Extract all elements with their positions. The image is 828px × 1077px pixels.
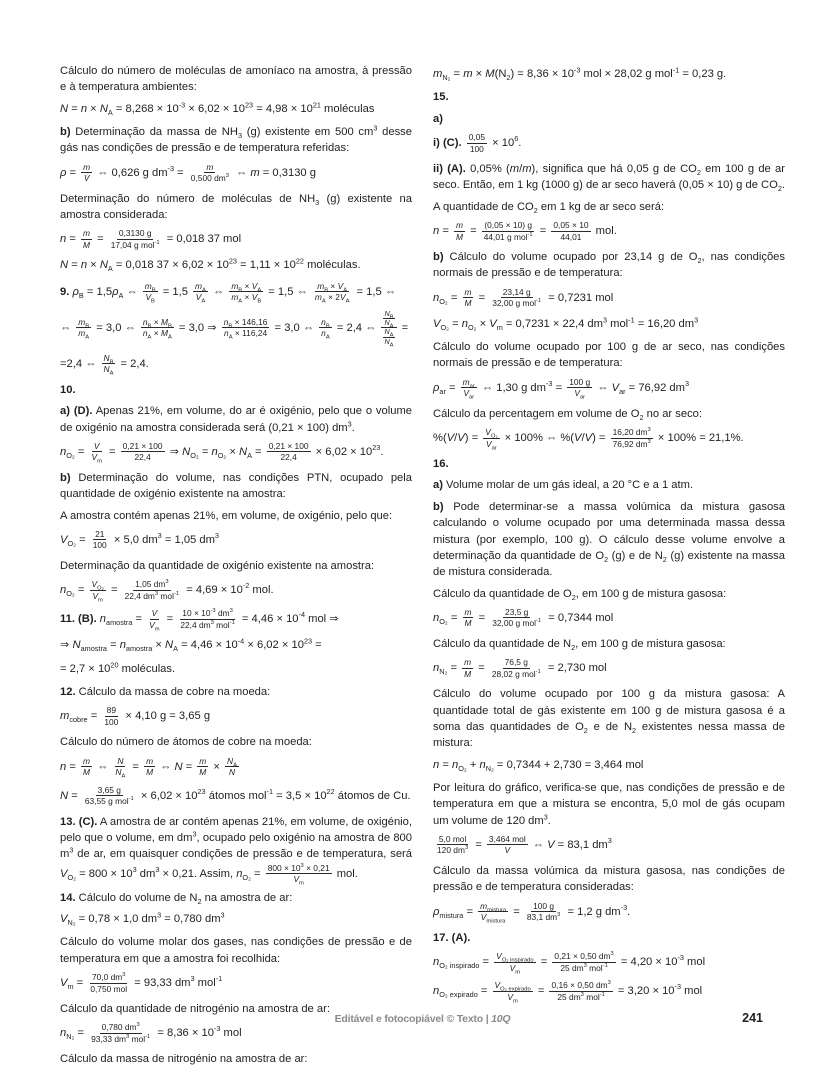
paragraph: Cálculo da quantidade de nitrogénio na amostra de ar: xyxy=(60,1003,330,1016)
paragraph: a) xyxy=(433,112,443,125)
formula-line: $V_{O_2}$ = $\frac{21}{100}$ × 5,0 $dm^3 = 1,05$ $dm^3$ xyxy=(60,528,219,551)
footer-credit-text: Editável e fotocopiável © Texto | xyxy=(334,1013,492,1025)
paragraph: Cálculo do número de moléculas de amoníaco na amostra, à pressão e à temperatura ambientes: xyxy=(60,65,412,94)
paragraph: Por leitura do gráfico, verifica-se que, nas condições de pressão e de temperatura em que a mistura se encontra, 5,0 mol de gás ocupam um volume de 120 $dm^3$. xyxy=(433,781,785,827)
formula-line: $n_{N_2}$ = 0,780 $dm^3$ 93,33 $dm^3$ mol$^{-1}$ = $8,36 \times 10^{-3}$ mol xyxy=(60,1022,242,1044)
formula-line: n = $\frac{m}{M}$ ⇔ $\frac{N}{N_A}$ = $\frac{m}{M}$ ⇔ N = $\frac{m}{M}$ × $\frac{N_A}{N}$ xyxy=(60,755,237,780)
paragraph: 17. (A). xyxy=(433,931,471,944)
formula-line: $N = n \times N_A = 0,018$ $37 \times 6,02 \times 10^{23} = 1,11 \times 10^{22}$ moléculas. xyxy=(60,256,361,274)
formula-line: %(V/V) = $V_{O_2}$ $V_{ar}$ × 100% ⇔ %(V/V) = $\frac{16,20 dm^3}{76,92 dm^3}$ × 100% = 21,1%. xyxy=(433,427,744,452)
paragraph: ii) (A). 0,05% (m/m), significa que há 0,05 g de $CO_2$ em 100 g de ar seco. Então, em 1 kg (1000 g) de ar seco haverá (0,05 × 10) g de $CO_2$. xyxy=(433,163,786,194)
formula-line: $n_{O_2}$ = $\frac{m}{M}$ = 23,14 g 32,00 g mol$^{-1}$ = 0,7231 mol xyxy=(433,286,614,309)
paragraph: a) Volume molar de um gás ideal, a 20 °C e a 1 atm. xyxy=(433,479,694,492)
formula-line: $n_{O_2}$ = $\frac{V_{O_2}}{V_m}$ = 1,05 $dm^3$ 22,4 $dm^3$ mol$^{-1}$ = $4,69 \times 10^{-2}$ mol. xyxy=(60,579,274,604)
paragraph: b) Determinação do volume, nas condições PTN, ocupado pela quantidade de oxigénio existente na amostra: xyxy=(60,471,412,501)
paragraph: b) Determinação da massa de $NH_3$ (g) existente em 500 $cm^3$ desse gás nas condições de pressão e de temperatura referidas: xyxy=(60,123,412,155)
paragraph: 15. xyxy=(433,91,449,104)
formula-line: $n_{O_2 inspirado}$ = $V_{O_2 inspirado}$ $V_m$ = 0,21 × 0,50 $dm^3$ 25 $dm^3$ mol$^{-1}$ = $4,20 \times 10^{-3}$ mol xyxy=(433,951,706,976)
paragraph: Cálculo da percentagem em volume de $O_2$ no ar seco: xyxy=(433,407,702,423)
paragraph: Cálculo da massa volúmica da mistura gasosa, nas condições de pressão e de temperatura consideradas: xyxy=(433,864,785,894)
page-number: 241 xyxy=(742,1011,763,1025)
formula-line: $n_{O_2}$ = $\frac{V}{V_m}$ = $\frac{0,21 \times 100}{22,4}$ ⇒ $N_{O_2} = n_{O_2} \times N_A$ = $\frac{0,21 \times 100}{22,4}$ × $6,02 \times 10^{23}$. xyxy=(60,440,384,466)
paragraph: Cálculo do volume molar dos gases, nas condições de pressão e de temperatura em que a amostra foi recolhida: xyxy=(60,936,412,965)
formula-line: $V_m$ = 70,0 $dm^3$ 0,750 mol = 93,33 $dm^3$ mol$^{-1}$ xyxy=(60,972,223,994)
formula-line: n = $\frac{m}{M}$ = 0,3130 g 17,04 g mol$^{-1}$ = 0,018 37 mol xyxy=(60,228,242,250)
formula-line: 9. $\rho_B = 1,5\rho_A$ ⇔ $\frac{m_B}{V_B}$ = 1,5 $\frac{m_A}{V_A}$ ⇔ $\frac{m_B \times V_A}{m_A \times V_B}$ = 1,5 ⇔ $\frac{m_B \times V_A}{m_A \times 2V_A}$ = 1,5 ⇔ xyxy=(60,280,397,305)
formula-line: ⇔ $\frac{m_B}{m_A}$ = 3,0 ⇔ $\frac{n_B \times M_B}{n_A \times M_A}$ = 3,0 ⇒ $\frac{n_B \times 146,16}{n_A \times 116,24}$ = 3,0 ⇔ $\frac{n_B}{n_A}$ = 2,4 ⇔ $\frac{N_B}{N_A}$ $\frac{N_A}{N_A}$ = xyxy=(60,308,409,349)
paragraph: A amostra contém apenas 21%, em volume, de oxigénio, pelo que: xyxy=(60,509,393,522)
formula-line: 11. (B). $n_{amostra}$ = $\frac{V}{V_m}$ = $10 \times 10^{-3}$ $dm^3$ 22,4 $dm^3$ mol$^{-1}$ = $4,46 \times 10^{-4}$ mol ⇒ xyxy=(60,608,339,633)
formula-line: $n = n_{O_2} + n_{N_2} = 0,7344 + 2,730 = 3,464$ mol xyxy=(433,758,644,773)
paragraph: b) Pode determinar-se a massa volúmica da mistura gasosa calculando o volume ocupado por uma determinada massa dessa mistura (por exemplo, 100 g). O cálculo desse volume envolve a determinação da quantidade de $O_2$ (g) e de $N_2$ (g) existente na massa de mistura considerada. xyxy=(433,500,785,579)
footer-edition: 10Q xyxy=(491,1013,511,1025)
paragraph: 13. (C). A amostra de ar contém apenas 21%, em volume, de oxigénio, pelo que o volume, em $dm^3$, ocupado pelo oxigénio na amostra de 800 $m^3$ de ar, em quaisquer condições de pressão e de temperatura, será $V_{O_2} = 800 \times 10^3$ $dm^3 \times 0,21$. Assim, $n_{O_2}$ = $\frac{800 \times 10^3 \times 0,21}{V_m}$ mol. xyxy=(60,815,412,887)
paragraph: Cálculo do volume ocupado por 100 g de ar seco, nas condições normais de pressão e de temperatura: xyxy=(433,341,785,370)
paragraph: 10. xyxy=(60,383,76,396)
paragraph: Cálculo do volume ocupado por 100 g da mistura gasosa: A quantidade total de gás existente em 100 g de mistura gasosa é a soma das quantidades de $O_2$ e de $N_2$ existentes nessa massa de mistura: xyxy=(433,688,785,750)
formula-line: $m_{N_2} = m \times M(N_2) = 8,36 \times 10^{-3}$ mol × 28,02 g mol$^{-1}$ = 0,23 g. xyxy=(433,65,727,83)
formula-line: $\rho_{mistura}$ = $m_{mistura}$ $V_{mistura}$ = $\frac{100 g}{83,1 dm^3}$ = 1,2 g $dm^{-3}$. xyxy=(433,900,631,925)
formula-line: $V_{N_2} = 0,78 \times 1,0$ $dm^3 = 0,780$ $dm^3$ xyxy=(60,910,225,928)
formula-line: $\rho_{ar}$ = $m_{ar}$ $V_{ar}$ ⇔ 1,30 g $dm^{-3}$ = 100 g $V_{ar}$ ⇔ $V_{ar} = 76,92$ $dm^3$ xyxy=(433,376,690,401)
formula-line: $N = n \times N_A = 8,268 \times 10^{-3} \times 6,02 \times 10^{23} = 4,98 \times 10^{21}$ moléculas xyxy=(60,99,375,117)
paragraph: Cálculo do número de átomos de cobre na moeda: xyxy=(60,736,312,749)
formula-line: = $2,7 \times 10^{20}$ moléculas. xyxy=(60,659,176,675)
paragraph: Determinação do número de moléculas de $NH_3$ (g) existente na amostra considerada: xyxy=(60,192,412,222)
formula-line: $n_{O_2}$ = $\frac{m}{M}$ = 23,5 g 32,00 g mol$^{-1}$ = 0,7344 mol xyxy=(433,606,614,629)
paragraph: 16. xyxy=(433,458,449,471)
formula-line: $V_{O_2} = n_{O_2} \times V_m = 0,7231 \times 22,4$ $dm^3$ mol$^{-1}$ = 16,20 $dm^3$ xyxy=(433,315,699,332)
formula-line: i) (C). $\frac{0,05}{100}$ × $10^6$. xyxy=(433,132,522,154)
formula-line: ⇒ $N_{amostra} = n_{amostra} \times N_A = 4,46 \times 10^{-4} \times 6,02 \times 10^{23}$ = xyxy=(60,636,322,654)
left-column xyxy=(60,63,412,1073)
formula-line: n = $\frac{m}{M}$ = (0,05 × 10) g 44,01 g mol$^{-1}$ = $\frac{0,05 \times 10}{44,01}$ mol. xyxy=(433,220,617,242)
right-column xyxy=(433,63,785,1073)
paragraph: Determinação da quantidade de oxigénio existente na amostra: xyxy=(60,559,375,572)
formula-line: $m_{cobre}$ = $\frac{89}{100}$ × 4,10 g = 3,65 g xyxy=(60,705,211,727)
formula-line: 5,0 mol 120 $dm^3$ = 3,464 mol V ⇔ V = 83,1 $dm^3$ xyxy=(437,833,612,856)
formula-line: ρ = $\frac{m}{V}$ ⇔ 0,626 g $dm^{-3}$ = $\frac{m}{0,500 dm^3}$ ⇔ m = 0,3130 g xyxy=(60,161,316,184)
paragraph: Cálculo da massa de nitrogénio na amostra de ar: xyxy=(60,1053,308,1066)
paragraph: b) Cálculo do volume ocupado por 23,14 g de $O_2$, nas condições normais de pressão e de temperatura: xyxy=(433,251,785,280)
page-footer xyxy=(60,1013,785,1031)
formula-line: $n_{O_2 expirado}$ = $V_{O_2 expirado}$ $V_m$ = 0,16 × 0,50 $dm^3$ 25 $dm^3$ mol$^{-1}$ = $3,20 \times 10^{-3}$ mol xyxy=(433,980,703,1005)
paragraph: A quantidade de $CO_2$ em 1 kg de ar seco será: xyxy=(433,200,665,215)
formula-line: N = 3,65 g 63,55 g mol$^{-1}$ × $6,02 \times 10^{23}$ átomos $mol^{-1} = 3,5 \times 10^{22}$ átomos de Cu. xyxy=(60,784,411,807)
paragraph: 14. Cálculo do volume de $N_2$ na amostra de ar: xyxy=(60,891,293,906)
paragraph: a) (D). Apenas 21%, em volume, do ar é oxigénio, pelo que o volume de oxigénio na amostra considerada será (0,21 × 100) $dm^3$. xyxy=(60,405,412,434)
paragraph: 12. Cálculo da massa de cobre na moeda: xyxy=(60,685,271,698)
footer-credit xyxy=(60,1013,785,1025)
formula-line: =2,4 ⇔ $\frac{N_B}{N_A}$ = 2,4. xyxy=(60,352,149,378)
formula-line: $n_{N_2}$ = $\frac{m}{M}$ = 76,5 g 28,02 g mol$^{-1}$ = 2,730 mol xyxy=(433,657,607,679)
paragraph: Cálculo da quantidade de $O_2$, em 100 g de mistura gasosa: xyxy=(433,587,727,602)
paragraph: Cálculo da quantidade de $N_2$, em 100 g de mistura gasosa: xyxy=(433,637,726,653)
